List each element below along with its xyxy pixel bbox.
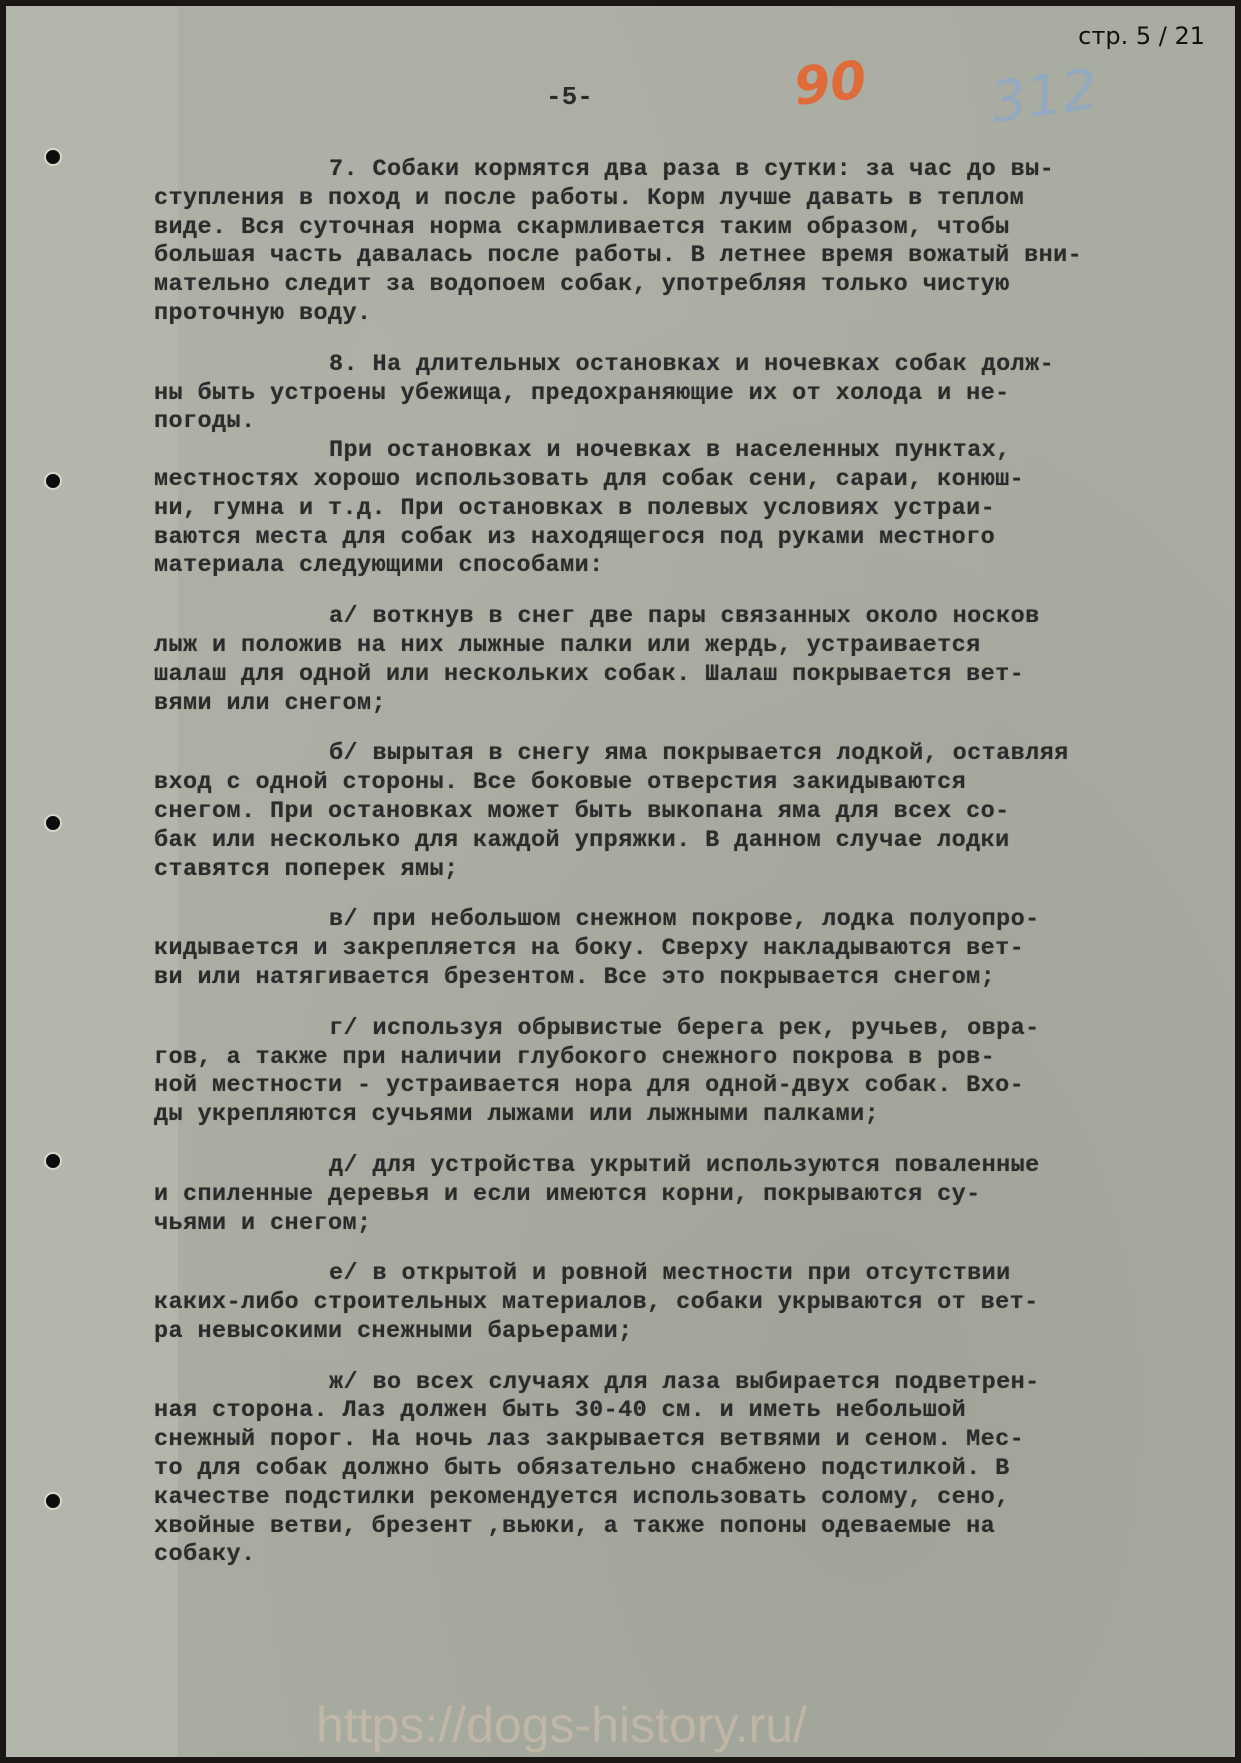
archive-folio-red: 90 — [791, 50, 870, 118]
text-line: снежный порог. На ночь лаз закрывается ветвями и сеном. Мес- — [154, 1426, 1025, 1454]
text-line: ды укрепляются сучьями лыжами или лыжными палками; — [154, 1101, 880, 1129]
typed-page-number: -5- — [546, 82, 593, 112]
text-line: кидывается и закрепляется на боку. Сверху накладываются вет- — [154, 935, 1025, 963]
text-line: г/ используя обрывистые берега рек, ручьев, овра- — [329, 1014, 1040, 1042]
text-line: ваются места для собак из находящегося под руками местного — [154, 523, 996, 551]
text-line: а/ воткнув в снег две пары связанных около носков — [329, 603, 1040, 631]
text-line: бак или несколько для каждой упряжки. В данном случае лодки — [154, 826, 1010, 854]
paragraph-gap — [154, 581, 1194, 603]
punch-hole — [46, 1494, 60, 1508]
text-line: большая часть давалась после работы. В летнее время вожатый вни- — [154, 242, 1083, 270]
paragraph-p7 — [154, 156, 1194, 329]
text-line: ж/ во всех случаях для лаза выбирается подветрен- — [329, 1368, 1040, 1396]
text-line: каких-либо строительных материалов, собаки укрываются от вет- — [154, 1289, 1039, 1317]
paragraph-gap — [154, 884, 1194, 906]
text-line: погоды. — [154, 408, 256, 436]
text-line: ви или натягивается брезентом. Все это покрывается снегом; — [154, 963, 996, 991]
paragraph-gap — [154, 1347, 1194, 1369]
text-line: и спиленные деревья и если имеются корни, покрываются су- — [154, 1180, 981, 1208]
text-line: ставятся поперек ямы; — [154, 855, 459, 883]
text-line: При остановках и ночевках в населенных пунктах, — [329, 437, 1011, 465]
text-line: виде. Вся суточная норма скармливается таким образом, чтобы — [154, 213, 1010, 241]
text-line: местностях хорошо использовать для собак сени, сараи, конюш- — [154, 465, 1025, 493]
text-line: проточную воду. — [154, 299, 372, 327]
document-body — [154, 156, 1194, 1592]
punch-hole — [46, 1154, 60, 1168]
paragraph-gap — [154, 718, 1194, 740]
document-page — [6, 6, 1235, 1757]
text-line: материала следующими способами: — [154, 552, 604, 580]
text-line: в/ при небольшом снежном покрове, лодка полуопро- — [329, 906, 1040, 934]
text-line: шалаш для одной или нескольких собак. Шалаш покрывается вет- — [154, 660, 1025, 688]
paragraph-pb — [154, 740, 1194, 884]
text-line: чьями и снегом; — [154, 1209, 372, 1237]
paragraph-p8b — [154, 437, 1194, 581]
text-line: 7. Собаки кормятся два раза в сутки: за час до вы- — [329, 156, 1055, 183]
text-line: ны быть устроены убежища, предохраняющие их от холода и не- — [154, 379, 1010, 407]
paragraph-gap — [154, 993, 1194, 1015]
text-line: вями или снегом; — [154, 689, 387, 717]
text-line: вход с одной стороны. Все боковые отверстия закидываются — [154, 769, 967, 797]
text-line: качестве подстилки рекомендуется использовать солому, сено, — [154, 1483, 1010, 1511]
paragraph-gap — [154, 1130, 1194, 1152]
paragraph-pv — [154, 906, 1194, 992]
text-line: ни, гумна и т.д. При остановках в полевых условиях устраи- — [154, 494, 996, 522]
paragraph-gap — [154, 1238, 1194, 1260]
text-line: ра невысокими снежными барьерами; — [154, 1317, 633, 1345]
paragraph-pd — [154, 1152, 1194, 1238]
page-counter: стр. 5 / 21 — [1078, 22, 1205, 50]
paragraph-gap — [154, 1570, 1194, 1592]
paragraph-pa — [154, 603, 1194, 718]
paragraph-pe — [154, 1260, 1194, 1346]
text-line: д/ для устройства укрытий используются поваленные — [329, 1151, 1040, 1179]
text-line: б/ вырытая в снегу яма покрывается лодкой, оставляя — [329, 740, 1069, 768]
text-line: 8. На длительных остановках и ночевках собак долж- — [329, 350, 1055, 378]
archive-folio-blue: 312 — [986, 56, 1102, 137]
text-line: снегом. При остановках может быть выкопана яма для всех со- — [154, 797, 1010, 825]
text-line: лыж и положив на них лыжные палки или жердь, устраивается — [154, 631, 981, 659]
text-line: ной местности - устраивается нора для одной-двух собак. Вхо- — [154, 1072, 1025, 1100]
text-line: мательно следит за водопоем собак, употребляя только чистую — [154, 271, 1010, 299]
paragraph-pzh — [154, 1369, 1194, 1571]
text-line: хвойные ветви, брезент ,вьюки, а также попоны одеваемые на — [154, 1512, 996, 1540]
text-line: собаку. — [154, 1541, 256, 1569]
paragraph-pg — [154, 1015, 1194, 1130]
watermark-url: https://dogs-history.ru/ — [316, 1697, 807, 1753]
text-line: ступления в поход и после работы. Корм лучше давать в теплом — [154, 184, 1025, 212]
text-line: е/ в открытой и ровной местности при отсутствии — [329, 1260, 1011, 1288]
text-line: гов, а также при наличии глубокого снежного покрова в ров- — [154, 1043, 996, 1071]
binding-margin — [6, 6, 178, 1757]
punch-hole — [46, 150, 60, 164]
text-line: то для собак должно быть обязательно снабжено подстилкой. В — [154, 1455, 1010, 1483]
paragraph-gap — [154, 329, 1194, 351]
punch-hole — [46, 816, 60, 830]
punch-hole — [46, 474, 60, 488]
text-line: ная сторона. Лаз должен быть 30-40 см. и иметь небольшой — [154, 1397, 967, 1425]
paragraph-p8 — [154, 351, 1194, 437]
